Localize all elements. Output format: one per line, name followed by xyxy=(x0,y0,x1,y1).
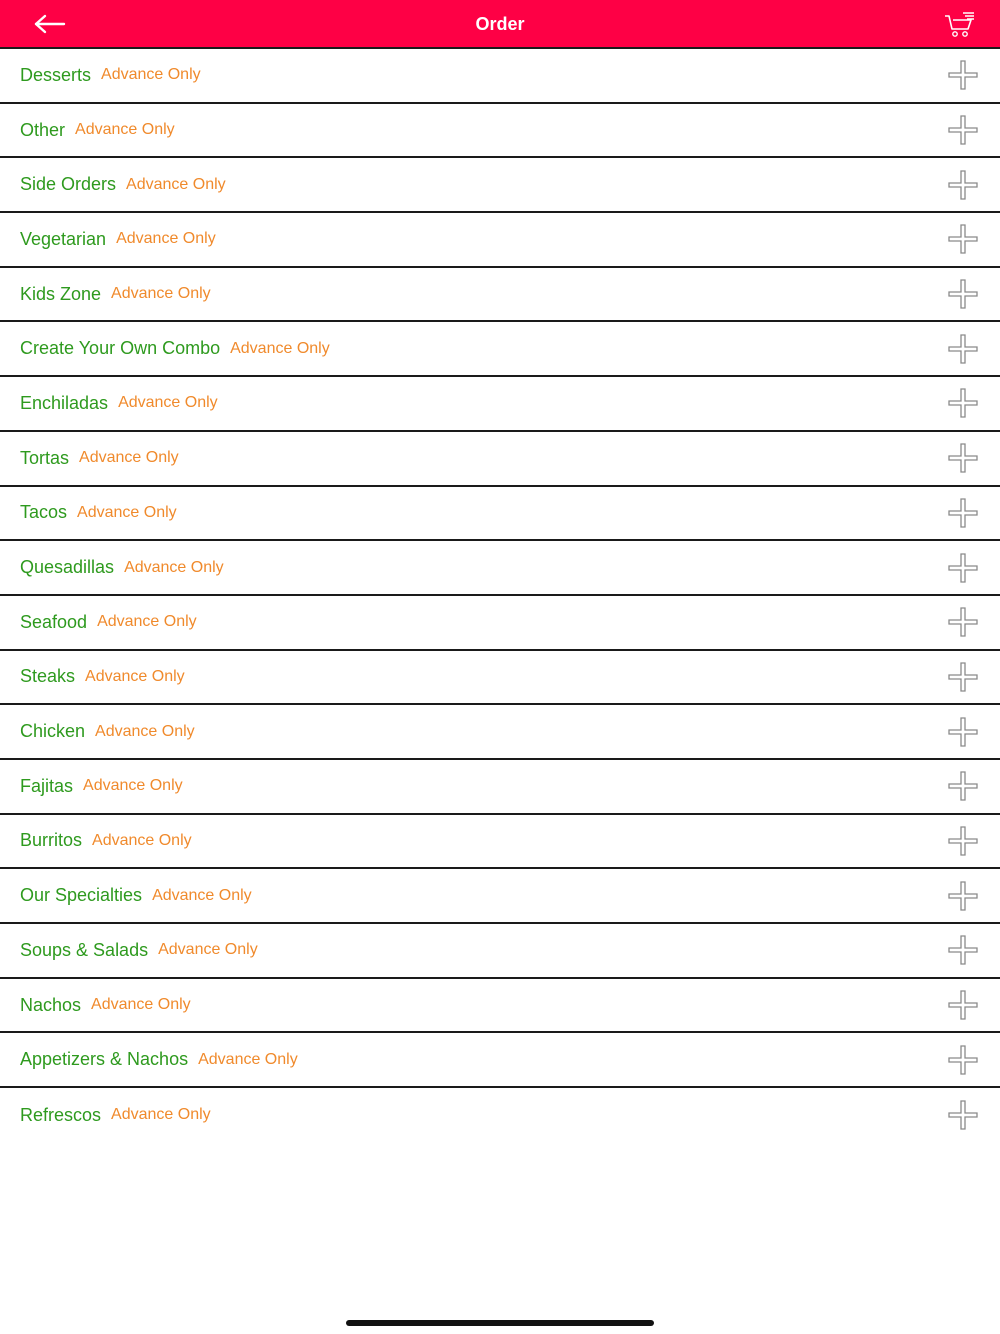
category-row[interactable] xyxy=(0,651,1000,706)
advance-only-tag: Advance Only xyxy=(124,558,224,576)
cart-icon xyxy=(944,11,976,39)
category-row[interactable] xyxy=(0,432,1000,487)
category-name: Quesadillas xyxy=(20,557,115,578)
advance-only-tag: Advance Only xyxy=(126,175,226,193)
category-name: Steaks xyxy=(20,666,76,687)
category-name: Other xyxy=(20,119,66,140)
category-row[interactable] xyxy=(0,104,1000,159)
category-row[interactable] xyxy=(0,760,1000,815)
category-row[interactable] xyxy=(0,158,1000,213)
category-name: Burritos xyxy=(20,830,83,851)
expand-plus-icon[interactable] xyxy=(948,881,978,911)
category-name: Soups & Salads xyxy=(20,939,149,960)
category-list xyxy=(0,49,1000,1143)
category-row[interactable] xyxy=(0,979,1000,1034)
expand-plus-icon[interactable] xyxy=(948,935,978,965)
expand-plus-icon[interactable] xyxy=(948,1100,978,1130)
category-name: Enchiladas xyxy=(20,392,109,413)
advance-only-tag: Advance Only xyxy=(92,831,192,849)
category-name: Chicken xyxy=(20,721,86,742)
category-row[interactable] xyxy=(0,869,1000,924)
category-row[interactable] xyxy=(0,596,1000,651)
category-name: Tacos xyxy=(20,502,68,523)
expand-plus-icon[interactable] xyxy=(948,771,978,801)
advance-only-tag: Advance Only xyxy=(77,503,177,521)
expand-plus-icon[interactable] xyxy=(948,662,978,692)
expand-plus-icon[interactable] xyxy=(948,990,978,1020)
advance-only-tag: Advance Only xyxy=(230,339,330,357)
advance-only-tag: Advance Only xyxy=(116,230,216,248)
expand-plus-icon[interactable] xyxy=(948,1045,978,1075)
category-name: Kids Zone xyxy=(20,283,102,304)
category-row[interactable] xyxy=(0,705,1000,760)
cart-button[interactable] xyxy=(942,9,978,41)
category-name: Side Orders xyxy=(20,174,117,195)
category-row[interactable] xyxy=(0,49,1000,104)
category-name: Refrescos xyxy=(20,1104,102,1125)
advance-only-tag: Advance Only xyxy=(97,613,197,631)
expand-plus-icon[interactable] xyxy=(948,498,978,528)
expand-plus-icon[interactable] xyxy=(948,826,978,856)
advance-only-tag: Advance Only xyxy=(111,285,211,303)
category-name: Vegetarian xyxy=(20,228,107,249)
expand-plus-icon[interactable] xyxy=(948,553,978,583)
category-name: Desserts xyxy=(20,64,92,85)
category-row[interactable] xyxy=(0,924,1000,979)
category-row[interactable] xyxy=(0,487,1000,542)
expand-plus-icon[interactable] xyxy=(948,60,978,90)
advance-only-tag: Advance Only xyxy=(158,941,258,959)
category-name: Nachos xyxy=(20,994,82,1015)
advance-only-tag: Advance Only xyxy=(85,667,185,685)
category-name: Appetizers & Nachos xyxy=(20,1049,189,1070)
category-row[interactable] xyxy=(0,815,1000,870)
category-row[interactable] xyxy=(0,1088,1000,1143)
page-title: Order xyxy=(475,14,525,34)
advance-only-tag: Advance Only xyxy=(198,1050,298,1068)
advance-only-tag: Advance Only xyxy=(79,449,179,467)
category-row[interactable] xyxy=(0,268,1000,323)
advance-only-tag: Advance Only xyxy=(152,886,252,904)
expand-plus-icon[interactable] xyxy=(948,224,978,254)
expand-plus-icon[interactable] xyxy=(948,388,978,418)
expand-plus-icon[interactable] xyxy=(948,115,978,145)
expand-plus-icon[interactable] xyxy=(948,443,978,473)
category-name: Tortas xyxy=(20,447,70,468)
category-name: Our Specialties xyxy=(20,885,143,906)
category-row[interactable] xyxy=(0,377,1000,432)
advance-only-tag: Advance Only xyxy=(91,996,191,1014)
advance-only-tag: Advance Only xyxy=(75,121,175,139)
expand-plus-icon[interactable] xyxy=(948,279,978,309)
advance-only-tag: Advance Only xyxy=(111,1106,211,1124)
expand-plus-icon[interactable] xyxy=(948,170,978,200)
expand-plus-icon[interactable] xyxy=(948,607,978,637)
category-row[interactable] xyxy=(0,322,1000,377)
advance-only-tag: Advance Only xyxy=(118,394,218,412)
category-name: Fajitas xyxy=(20,775,74,796)
category-row[interactable] xyxy=(0,1033,1000,1088)
expand-plus-icon[interactable] xyxy=(948,717,978,747)
category-name: Seafood xyxy=(20,611,88,632)
category-row[interactable] xyxy=(0,213,1000,268)
advance-only-tag: Advance Only xyxy=(83,777,183,795)
advance-only-tag: Advance Only xyxy=(101,66,201,84)
expand-plus-icon[interactable] xyxy=(948,334,978,364)
home-indicator[interactable] xyxy=(346,1320,654,1326)
category-name: Create Your Own Combo xyxy=(20,338,221,359)
top-nav-bar xyxy=(0,0,1000,49)
advance-only-tag: Advance Only xyxy=(95,722,195,740)
category-row[interactable] xyxy=(0,541,1000,596)
